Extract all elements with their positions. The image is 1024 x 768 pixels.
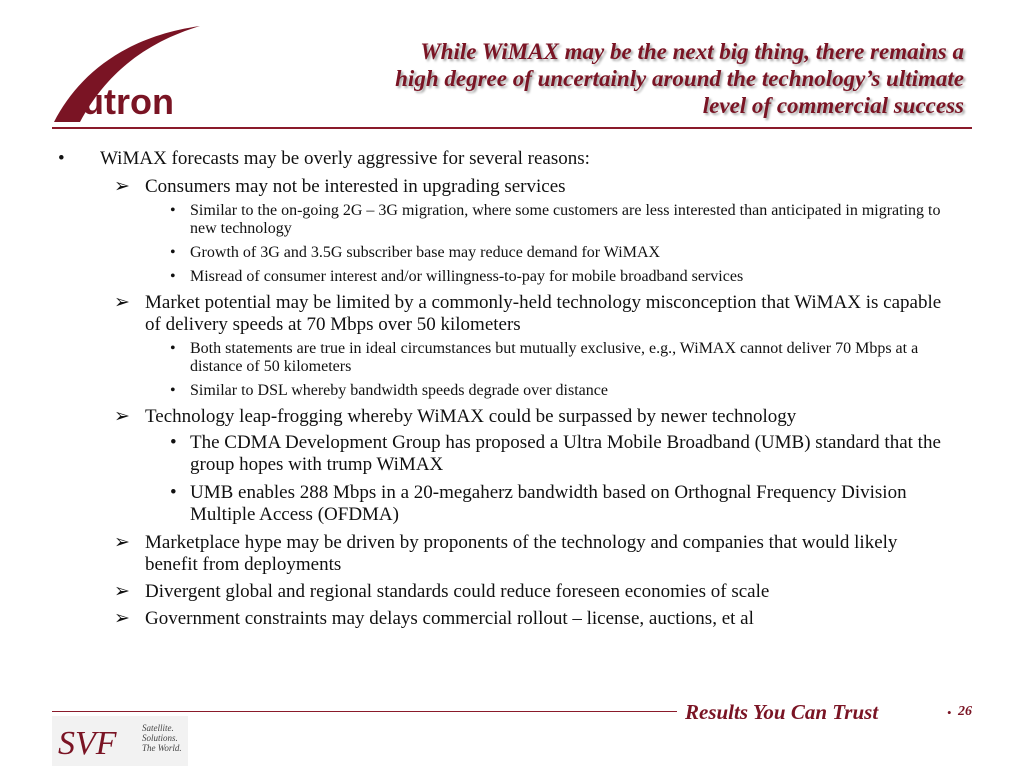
svf-tagline-line: The World. bbox=[142, 743, 182, 753]
bullet-level1 bbox=[58, 148, 948, 170]
bullet-level3 bbox=[58, 268, 948, 286]
bullet-level2 bbox=[58, 292, 948, 336]
bullet-dot-icon: • bbox=[170, 382, 176, 399]
footer-divider bbox=[52, 711, 677, 712]
bullet-level2 bbox=[58, 532, 948, 576]
title-line: level of commercial success bbox=[702, 93, 964, 118]
page-number: 26 bbox=[958, 704, 972, 719]
bullet-dot-icon: • bbox=[170, 268, 176, 285]
bullet-dot-icon: • bbox=[170, 202, 176, 219]
bullet-level3 bbox=[58, 244, 948, 262]
bullet-text: Government constraints may delays commercial rollout – license, auctions, et al bbox=[145, 608, 754, 629]
bullet-text: Both statements are true in ideal circumstances but mutually exclusive, e.g., WiMAX cannot deliver 70 Mbps at a distance of 50 kilometers bbox=[190, 340, 919, 375]
arrow-bullet-icon: ➢ bbox=[114, 406, 130, 427]
bullet-level3 bbox=[58, 432, 948, 476]
bullet-dot-icon: • bbox=[170, 482, 177, 503]
svf-logo bbox=[56, 718, 136, 762]
footer-separator: • bbox=[947, 705, 952, 720]
bullet-level3 bbox=[58, 382, 948, 400]
arrow-bullet-icon: ➢ bbox=[114, 176, 130, 197]
bullet-text: Growth of 3G and 3.5G subscriber base may reduce demand for WiMAX bbox=[190, 244, 661, 261]
bullet-level3 bbox=[58, 482, 948, 526]
svf-tagline-line: Solutions. bbox=[142, 733, 178, 743]
arrow-bullet-icon: ➢ bbox=[114, 532, 130, 553]
bullet-text: Technology leap-frogging whereby WiMAX could be surpassed by newer technology bbox=[145, 406, 797, 427]
arrow-bullet-icon: ➢ bbox=[114, 581, 130, 602]
bullet-text: Market potential may be limited by a commonly-held technology misconception that WiMAX is capable of delivery speeds at 70 Mbps over 50 kilometers bbox=[145, 292, 942, 335]
bullet-dot-icon: • bbox=[170, 244, 176, 261]
bullet-text: Similar to the on-going 2G – 3G migration, where some customers are less interested than anticipated in migrating to new technology bbox=[190, 202, 941, 237]
header-divider bbox=[52, 127, 972, 129]
bullet-level2 bbox=[58, 608, 948, 630]
arrow-bullet-icon: ➢ bbox=[114, 608, 130, 629]
svf-logo-text: SVF bbox=[58, 725, 117, 762]
bullet-text: The CDMA Development Group has proposed a Ultra Mobile Broadband (UMB) standard that the group hopes with trump WiMAX bbox=[190, 432, 941, 475]
title-line: high degree of uncertainly around the technology’s ultimate bbox=[395, 66, 964, 91]
bullet-text: Similar to DSL whereby bandwidth speeds degrade over distance bbox=[190, 382, 608, 399]
bullet-text: Consumers may not be interested in upgrading services bbox=[145, 176, 566, 197]
footer-tagline: Results You Can Trust bbox=[685, 700, 879, 724]
bullet-level2 bbox=[58, 581, 948, 603]
bullet-dot-icon: • bbox=[170, 432, 177, 453]
slide-body bbox=[58, 148, 948, 634]
slide-title bbox=[204, 38, 964, 119]
bullet-text: UMB enables 288 Mbps in a 20-megaherz bandwidth based on Orthognal Frequency Division Multiple Access (OFDMA) bbox=[190, 482, 907, 525]
bullet-level3 bbox=[58, 340, 948, 376]
svf-tagline-line: Satellite. bbox=[142, 723, 174, 733]
bullet-level2 bbox=[58, 406, 948, 428]
bullet-level2 bbox=[58, 176, 948, 198]
bullet-dot-icon: • bbox=[170, 340, 176, 357]
bullet-text: Misread of consumer interest and/or willingness-to-pay for mobile broadband services bbox=[190, 268, 744, 285]
svf-tagline bbox=[142, 723, 182, 753]
title-line: While WiMAX may be the next big thing, there remains a bbox=[420, 39, 964, 64]
arrow-bullet-icon: ➢ bbox=[114, 292, 130, 313]
futron-logo-text: utron bbox=[82, 81, 174, 122]
bullet-level3 bbox=[58, 202, 948, 238]
bullet-text: WiMAX forecasts may be overly aggressive for several reasons: bbox=[100, 148, 590, 169]
bullet-text: Divergent global and regional standards could reduce foreseen economies of scale bbox=[145, 581, 770, 602]
bullet-dot-icon: • bbox=[58, 148, 65, 169]
futron-logo bbox=[52, 22, 202, 127]
bullet-text: Marketplace hype may be driven by proponents of the technology and companies that would likely benefit from deployments bbox=[145, 532, 898, 575]
